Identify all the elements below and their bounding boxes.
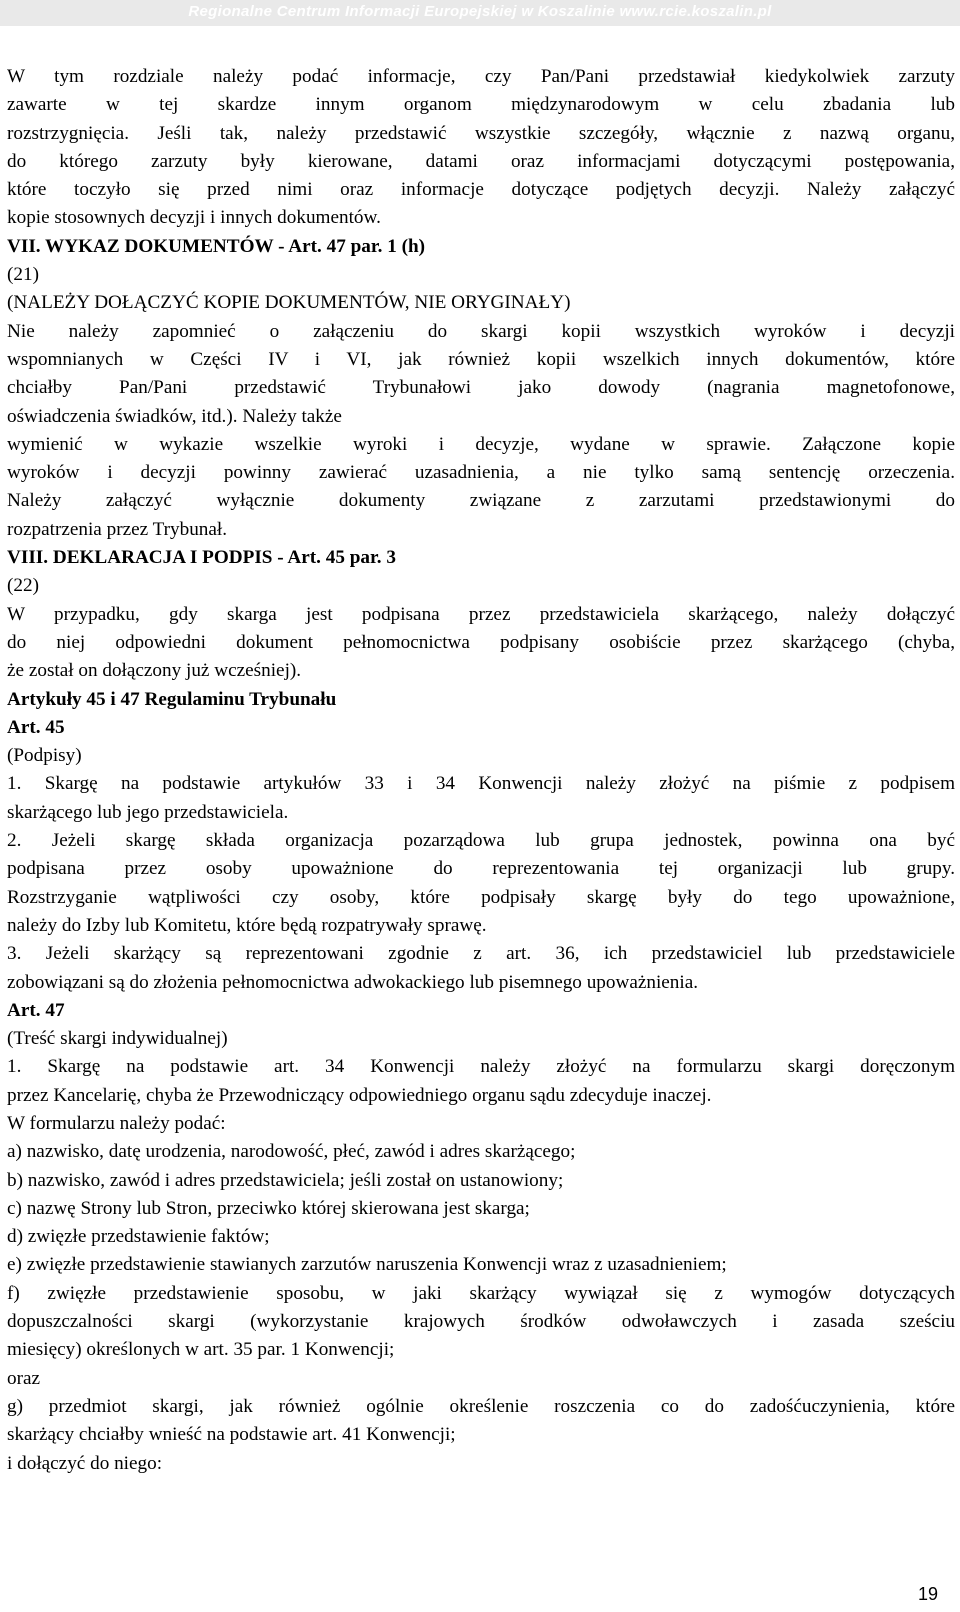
text-line: zobowiązani są do złożenia pełnomocnictwa adwokackiego lub pisemnego upoważnienia. bbox=[7, 971, 699, 993]
page-number: 19 bbox=[917, 1584, 938, 1604]
text-line: oraz bbox=[7, 1367, 41, 1389]
text-line: do którego zarzuty były kierowane, datami oraz informacjami dotyczącymi postępowania, bbox=[7, 150, 955, 172]
text-line: (Podpisy) bbox=[7, 745, 82, 767]
text-line: (21) bbox=[7, 264, 39, 286]
text-line: W przypadku, gdy skarga jest podpisana przez przedstawiciela skarżącego, należy dołączyć bbox=[7, 603, 955, 625]
section-heading: VIII. DEKLARACJA I PODPIS - Art. 45 par. 3 bbox=[7, 547, 396, 569]
text-line: Nie należy zapomnieć o załączeniu do skargi kopii wszystkich wyroków i decyzji bbox=[7, 320, 955, 342]
text-line: b) nazwisko, zawód i adres przedstawiciela; jeśli został on ustanowiony; bbox=[7, 1169, 564, 1191]
text-line: przez Kancelarię, chyba że Przewodniczący odpowiedniego organu sądu zdecyduje inaczej. bbox=[7, 1084, 712, 1106]
text-line: f) zwięzłe przedstawienie sposobu, w jaki skarżący wywiązał się z wymogów dotyczących bbox=[7, 1282, 955, 1304]
text-line: W formularzu należy podać: bbox=[7, 1112, 226, 1134]
text-line: Należy załączyć wyłącznie dokumenty związane z zarzutami przedstawionymi do bbox=[7, 490, 955, 512]
text-line: 1. Skargę na podstawie artykułów 33 i 34 Konwencji należy złożyć na piśmie z podpisem bbox=[7, 773, 955, 795]
text-line: a) nazwisko, datę urodzenia, narodowość, płeć, zawód i adres skarżącego; bbox=[7, 1141, 576, 1163]
text-line: oświadczenia świadków, itd.). Należy także bbox=[7, 405, 342, 427]
text-line: c) nazwę Strony lub Stron, przeciwko której skierowana jest skarga; bbox=[7, 1197, 530, 1219]
text-line: 2. Jeżeli skargę składa organizacja pozarządowa lub grupa jednostek, powinna ona być bbox=[7, 830, 955, 852]
section-heading: Art. 45 bbox=[7, 716, 65, 738]
text-line: e) zwięzłe przedstawienie stawianych zarzutów naruszenia Konwencji wraz z uzasadnieniem; bbox=[7, 1254, 727, 1276]
text-line: miesięcy) określonych w art. 35 par. 1 Konwencji; bbox=[7, 1339, 395, 1361]
text-line: 1. Skargę na podstawie art. 34 Konwencji należy złożyć na formularzu skargi doręczonym bbox=[7, 1056, 955, 1078]
text-line: (22) bbox=[7, 575, 39, 597]
section-heading: Artykuły 45 i 47 Regulaminu Trybunału bbox=[7, 688, 337, 710]
text-line: które toczyło się przed nimi oraz informacje dotyczące podjętych decyzji. Należy załączyć bbox=[7, 179, 955, 201]
text-line: i dołączyć do niego: bbox=[7, 1452, 163, 1474]
text-line: dopuszczalności skargi (wykorzystanie krajowych środków odwoławczych i zasada sześciu bbox=[7, 1311, 955, 1333]
text-line: rozstrzygnięcia. Jeśli tak, należy przedstawić wszystkie szczegóły, włącznie z nazwą organu, bbox=[7, 122, 955, 144]
page-header: Regionalne Centrum Informacji Europejskiej w Koszalinie www.rcie.koszalin.pl bbox=[0, 0, 960, 26]
text-line: (NALEŻY DOŁĄCZYĆ KOPIE DOKUMENTÓW, NIE ORYGINAŁY) bbox=[7, 292, 571, 314]
text-line: należy do Izby lub Komitetu, które będą rozpatrywały sprawę. bbox=[7, 914, 487, 936]
text-line: że został on dołączony już wcześniej). bbox=[7, 660, 302, 682]
text-line: skarżący chciałby wnieść na podstawie art. 41 Konwencji; bbox=[7, 1424, 456, 1446]
text-line: podpisana przez osoby upoważnione do reprezentowania tej organizacji lub grupy. bbox=[7, 858, 955, 880]
text-line: d) zwięzłe przedstawienie faktów; bbox=[7, 1226, 270, 1248]
text-line: kopie stosownych decyzji i innych dokumentów. bbox=[7, 207, 381, 229]
text-line: (Treść skargi indywidualnej) bbox=[7, 1028, 228, 1050]
section-heading: Art. 47 bbox=[7, 999, 65, 1021]
text-line: do niej odpowiedni dokument pełnomocnictwa podpisany osobiście przez skarżącego (chyba, bbox=[7, 631, 955, 653]
text-line: zawarte w tej skardze innym organom międzynarodowym w celu zbadania lub bbox=[7, 94, 955, 116]
document-body bbox=[7, 63, 955, 1478]
text-line: wspomnianych w Części IV i VI, jak również kopii wszelkich innych dokumentów, które bbox=[7, 348, 955, 370]
text-line: W tym rozdziale należy podać informacje, czy Pan/Pani przedstawiał kiedykolwiek zarzuty bbox=[7, 66, 955, 87]
text-line: wyroków i decyzji powinny zawierać uzasadnienia, a nie tylko samą sentencję orzeczenia. bbox=[7, 462, 955, 484]
text-line: wymienić w wykazie wszelkie wyroki i decyzje, wydane w sprawie. Załączone kopie bbox=[7, 433, 955, 455]
text-line: chciałby Pan/Pani przedstawić Trybunałowi jako dowody (nagrania magnetofonowe, bbox=[7, 377, 955, 399]
text-line: g) przedmiot skargi, jak również ogólnie określenie roszczenia co do zadośćuczynienia, które bbox=[7, 1395, 955, 1417]
text-line: rozpatrzenia przez Trybunał. bbox=[7, 518, 228, 540]
text-line: skarżącego lub jego przedstawiciela. bbox=[7, 801, 289, 823]
text-line: 3. Jeżeli skarżący są reprezentowani zgodnie z art. 36, ich przedstawiciel lub przedstawiciele bbox=[7, 943, 955, 965]
text-line: Rozstrzyganie wątpliwości czy osoby, które podpisały skargę były do tego upoważnione, bbox=[7, 886, 955, 908]
section-heading: VII. WYKAZ DOKUMENTÓW - Art. 47 par. 1 (h) bbox=[7, 235, 426, 257]
